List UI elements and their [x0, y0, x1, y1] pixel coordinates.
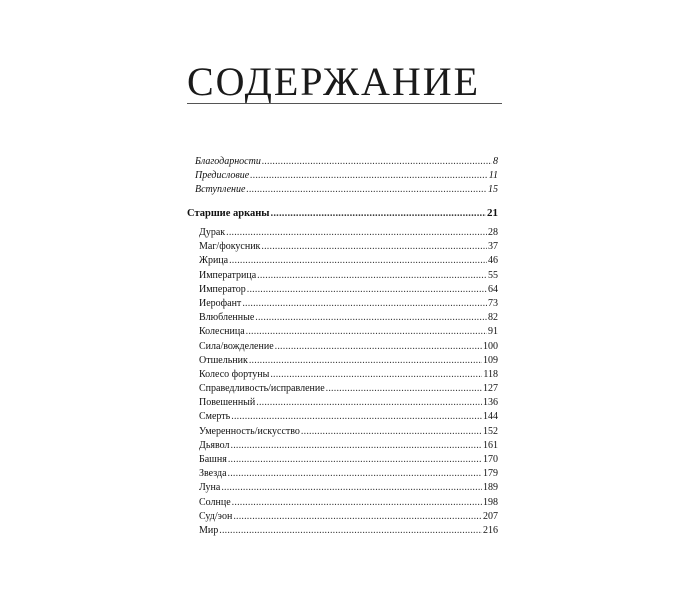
- toc-entry-page: 216: [483, 524, 498, 536]
- toc-entry-page: 198: [483, 496, 498, 508]
- dot-leader: [228, 467, 482, 481]
- dot-leader: [257, 269, 487, 283]
- toc-entry-label: Колесо фортуны: [199, 368, 270, 380]
- toc-entry-label: Солнце: [199, 496, 231, 508]
- toc-entry[interactable]: [187, 524, 498, 538]
- dot-leader: [270, 368, 482, 382]
- toc-entry[interactable]: [187, 425, 498, 439]
- toc-entry-label: Императрица: [199, 269, 257, 281]
- toc-entry[interactable]: [187, 368, 498, 382]
- dot-leader: [275, 340, 482, 354]
- toc-entry-page: 170: [483, 454, 498, 465]
- dot-leader: [301, 425, 482, 439]
- toc-entry-label: Дьявол: [199, 439, 230, 451]
- toc-entry-acknowledgements[interactable]: [187, 155, 498, 169]
- front-matter-list: [187, 155, 498, 198]
- toc-entry-label: Император: [199, 283, 246, 295]
- toc-entry[interactable]: [187, 226, 498, 240]
- toc-entry-page: 207: [483, 510, 498, 522]
- dot-leader: [256, 396, 482, 410]
- toc-entry-page: 15: [488, 184, 498, 196]
- toc-entry-page: 100: [483, 340, 498, 352]
- toc-entry-page: 179: [483, 468, 498, 480]
- arcana-list: [187, 226, 498, 538]
- dot-leader: [231, 439, 483, 453]
- toc-entry-page: 28: [488, 227, 498, 238]
- toc-entry-label: Луна: [199, 482, 221, 494]
- dot-leader: [229, 254, 487, 268]
- toc-entry-label: Справедливость/исправление: [199, 383, 325, 395]
- title-divider: [187, 103, 502, 104]
- toc-entry-label: Дурак: [199, 227, 226, 238]
- toc-entry-label: Мир: [199, 524, 219, 536]
- toc-entry[interactable]: [187, 240, 498, 254]
- dot-leader: [271, 206, 487, 222]
- dot-leader: [246, 183, 487, 197]
- section-label: Старшие арканы: [187, 208, 270, 219]
- toc-entry[interactable]: [187, 354, 498, 368]
- toc-entry-label: Умеренность/искусство: [199, 425, 300, 437]
- toc-entry-page: 189: [483, 482, 498, 494]
- dot-leader: [233, 510, 482, 524]
- dot-leader: [255, 311, 487, 325]
- toc-entry[interactable]: [187, 283, 498, 297]
- toc-entry-page: 127: [483, 383, 498, 395]
- page-title: СОДЕРЖАНИЕ: [187, 59, 481, 104]
- toc-entry-page: 136: [483, 397, 498, 409]
- toc-entry[interactable]: [187, 396, 498, 410]
- dot-leader: [250, 169, 488, 183]
- toc-entry-page: 55: [488, 269, 498, 281]
- toc-entry-page: 161: [483, 439, 498, 451]
- toc-entry[interactable]: [187, 340, 498, 354]
- toc-entry-label: Повешенный: [199, 397, 256, 409]
- dot-leader: [242, 297, 487, 311]
- toc-entry-label: Суд/эон: [199, 510, 233, 522]
- toc-entry-label: Звезда: [199, 468, 227, 480]
- dot-leader: [247, 283, 487, 297]
- toc-entry-page: 109: [483, 354, 498, 366]
- dot-leader: [221, 481, 482, 495]
- toc-entry[interactable]: [187, 382, 498, 396]
- toc-entry-label: Влюбленные: [199, 312, 255, 324]
- dot-leader: [262, 155, 492, 169]
- toc-entry-page: 11: [488, 170, 498, 182]
- toc-entry[interactable]: [187, 325, 498, 339]
- toc-entry[interactable]: [187, 481, 498, 495]
- toc-entry-introduction[interactable]: [187, 183, 498, 197]
- toc-entry[interactable]: [187, 254, 498, 268]
- toc-entry-label: Отшельник: [199, 354, 248, 366]
- toc-entry-page: 152: [483, 425, 498, 437]
- toc-entry[interactable]: [187, 467, 498, 481]
- toc-entry-label: Маг/фокусник: [199, 241, 261, 253]
- toc-entry-label: Смерть: [199, 411, 231, 423]
- toc-entry-page: 144: [483, 411, 498, 423]
- toc-entry-page: 46: [488, 255, 498, 267]
- toc-entry[interactable]: [187, 269, 498, 283]
- dot-leader: [261, 240, 487, 254]
- toc-entry-foreword[interactable]: [187, 169, 498, 183]
- toc-entry-label: Колесница: [199, 326, 245, 338]
- dot-leader: [249, 354, 482, 368]
- toc-entry-page: 37: [488, 241, 498, 253]
- toc-entry-label: Башня: [199, 454, 227, 465]
- toc-entry[interactable]: [187, 297, 498, 311]
- toc-entry-label: Жрица: [199, 255, 229, 267]
- toc-entry-label: Предисловие: [195, 170, 250, 182]
- toc-entry[interactable]: [187, 496, 498, 510]
- section-heading: [187, 205, 498, 221]
- toc-entry-page: 73: [488, 297, 498, 309]
- toc-entry-page: 8: [493, 156, 498, 167]
- toc-entry[interactable]: [187, 510, 498, 524]
- toc-entry-label: Благодарности: [195, 156, 261, 167]
- dot-leader: [231, 410, 482, 424]
- toc-entry[interactable]: [187, 410, 498, 424]
- dot-leader: [232, 496, 482, 510]
- toc-entry-page: 91: [488, 326, 498, 338]
- toc-entry[interactable]: [187, 439, 498, 453]
- toc-entry-label: Вступление: [195, 184, 246, 196]
- toc-entry-label: Сила/вожделение: [199, 340, 274, 352]
- dot-leader: [219, 524, 482, 538]
- toc-section-major-arcana[interactable]: [187, 205, 498, 221]
- toc-entry-page: 64: [488, 283, 498, 295]
- toc-entry[interactable]: [187, 311, 498, 325]
- toc-entry-page: 118: [483, 368, 498, 380]
- toc-entry[interactable]: [187, 453, 498, 467]
- dot-leader: [226, 226, 487, 240]
- dot-leader: [246, 325, 487, 339]
- toc-entry-page: 82: [488, 312, 498, 324]
- section-page: 21: [487, 207, 498, 219]
- dot-leader: [228, 453, 482, 467]
- toc-entry-label: Иерофант: [199, 297, 242, 309]
- dot-leader: [326, 382, 482, 396]
